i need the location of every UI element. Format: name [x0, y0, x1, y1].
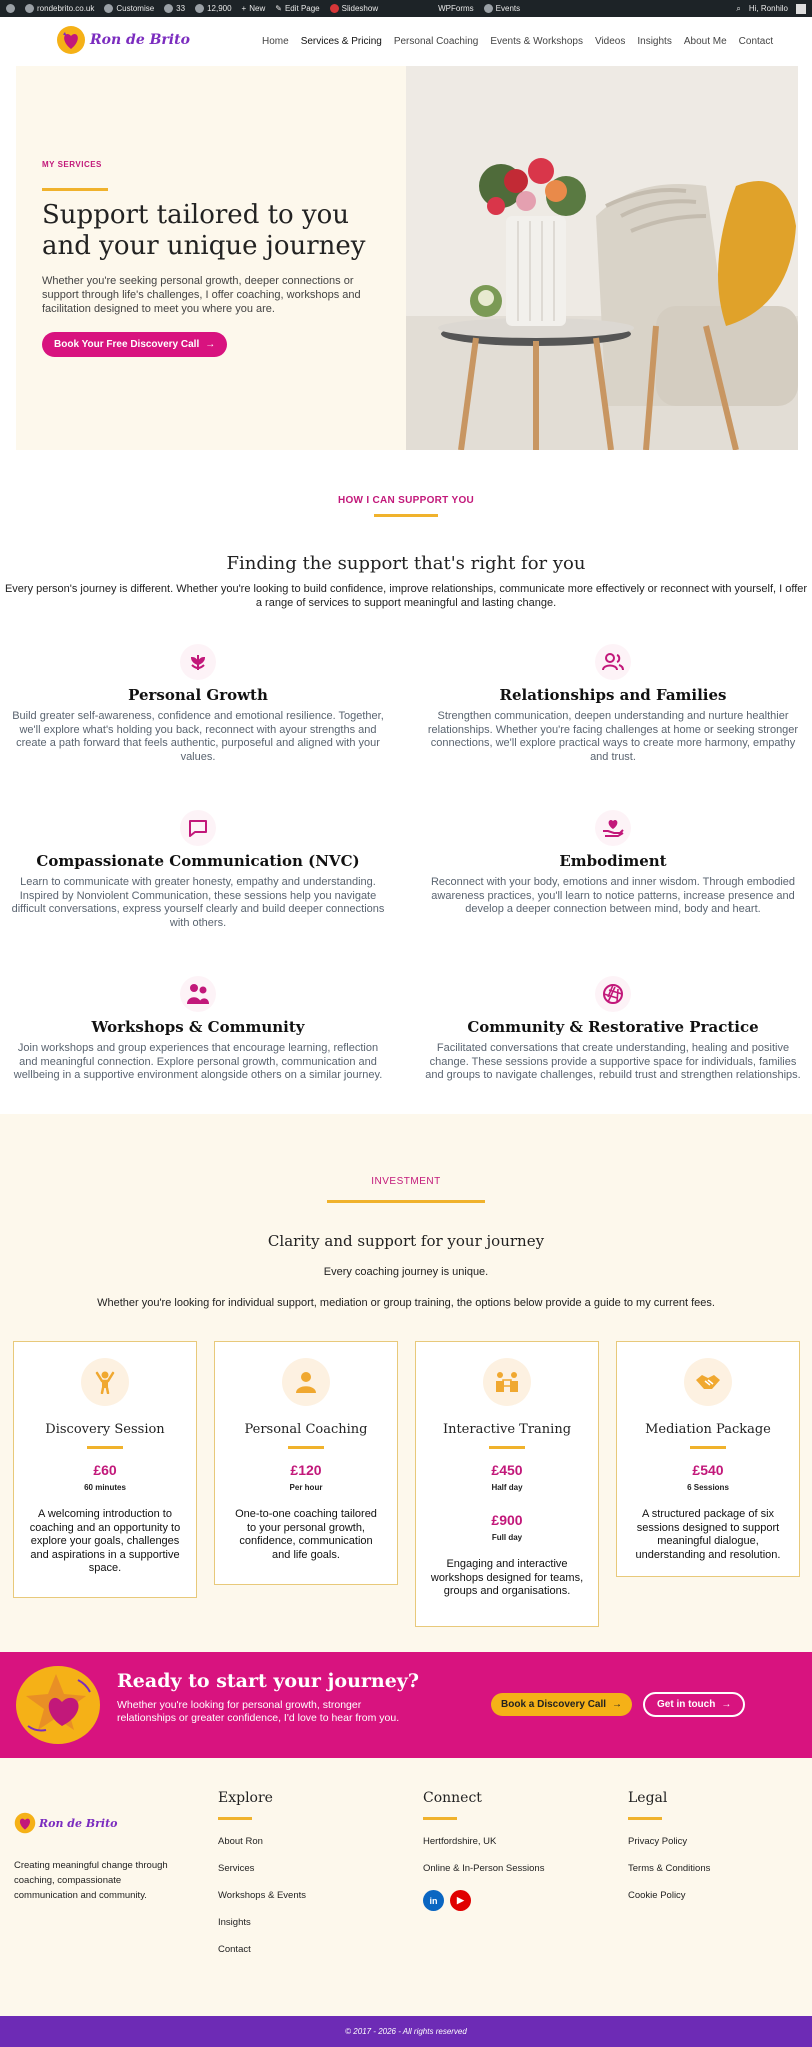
site-logo[interactable] — [56, 25, 190, 55]
pricing-card-discovery — [13, 1341, 197, 1598]
card-unit-full-day: Full day — [491, 1533, 523, 1542]
calendar-icon — [484, 4, 493, 13]
footer-heading: Explore — [218, 1790, 273, 1806]
card-title: Discovery Session — [45, 1422, 165, 1437]
nav-about-me[interactable]: About Me — [683, 36, 727, 47]
service-nvc — [8, 810, 388, 930]
footer-link-services[interactable]: Services — [218, 1863, 255, 1874]
nav-personal-coaching[interactable]: Personal Coaching — [393, 36, 479, 47]
card-price: £60 — [93, 1462, 117, 1478]
person-icon — [282, 1358, 330, 1406]
pencil-icon: ✎ — [275, 4, 282, 13]
wordpress-icon — [6, 4, 15, 13]
cta-title: Ready to start your journey? — [117, 1670, 419, 1692]
card-description: One-to-one coaching tailored to your personal growth, confidence, communication and life goals. — [235, 1508, 377, 1561]
admin-site-link[interactable]: rondebrito.co.uk — [25, 4, 94, 13]
nav-insights[interactable]: Insights — [637, 36, 672, 47]
hero-title: Support tailored to you and your unique journey — [42, 200, 366, 261]
avatar[interactable] — [796, 4, 806, 14]
brush-icon — [104, 4, 113, 13]
card-price: £540 — [692, 1462, 724, 1478]
card-divider — [87, 1446, 123, 1449]
service-relationships — [423, 644, 803, 764]
admin-new[interactable]: + New — [241, 4, 266, 13]
service-text: Join workshops and group experiences that encourage learning, reflection and meaningful connection. Explore personal growth, communication and wellbeing in a supportive environment alongside others on a similar journey. — [13, 1042, 383, 1082]
support-divider — [374, 514, 438, 517]
footer-legal — [628, 1790, 710, 1901]
youtube-icon[interactable]: ▶ — [450, 1890, 471, 1911]
footer-logo[interactable]: Ron de Brito — [14, 1812, 118, 1834]
person-raised-arms-icon — [81, 1358, 129, 1406]
hero-kicker: MY SERVICES — [42, 160, 102, 169]
card-title: Mediation Package — [645, 1422, 771, 1437]
main-nav — [262, 36, 785, 47]
footer-explore — [218, 1790, 306, 1955]
heart-star-logo-icon — [56, 25, 86, 55]
arrow-right-icon: → — [205, 339, 216, 350]
investment-subtitle: Every coaching journey is unique. — [323, 1266, 489, 1278]
pricing-card-training — [415, 1341, 599, 1627]
copyright-text: © 2017 - 2026 - All rights reserved — [345, 2027, 467, 2036]
service-title: Workshops & Community — [91, 1018, 305, 1036]
service-text: Strengthen communication, deepen understanding and nurture healthier relationships. Whether you're facing challenges at home or seeking stronger connections, we'll explore practical ways to create more harmony, empathy and trust. — [427, 710, 799, 763]
footer-link-privacy[interactable]: Privacy Policy — [628, 1836, 688, 1847]
linkedin-icon[interactable]: in — [423, 1890, 444, 1911]
nav-videos[interactable]: Videos — [594, 36, 626, 47]
admin-edit-page[interactable]: ✎ Edit Page — [275, 4, 320, 13]
card-description: A structured package of six sessions designed to support meaningful dialogue, understanding and resolution. — [635, 1508, 781, 1561]
cta-banner — [0, 1652, 812, 1758]
get-in-touch-button[interactable]: Get in touch → — [643, 1692, 745, 1717]
investment-divider — [327, 1200, 485, 1203]
service-restorative — [423, 976, 803, 1083]
service-embodiment — [423, 810, 803, 917]
heart-star-badge-icon — [16, 1666, 100, 1744]
service-text: Build greater self-awareness, confidence and emotional resilience. Together, we'll explore what's holding you back, reconnect with ayour strengths and create a path forward that feels authentic, purposeful and aligned with your values. — [12, 710, 384, 763]
footer-location: Hertfordshire, UK — [423, 1836, 497, 1847]
nav-home[interactable]: Home — [262, 36, 289, 47]
footer-link-workshops[interactable]: Workshops & Events — [218, 1890, 307, 1901]
interior-photo — [406, 66, 798, 450]
plus-icon: + — [241, 4, 247, 13]
site-footer — [0, 1758, 812, 2016]
arrow-right-icon: → — [721, 1699, 732, 1710]
record-icon — [330, 4, 339, 13]
footer-link-about[interactable]: About Ron — [218, 1836, 263, 1847]
updates-icon — [195, 4, 204, 13]
service-title: Personal Growth — [128, 686, 268, 704]
footer-divider — [218, 1817, 252, 1820]
investment-title: Clarity and support for your journey — [267, 1232, 545, 1250]
service-workshops — [8, 976, 388, 1083]
investment-kicker: INVESTMENT — [371, 1176, 441, 1187]
card-price: £120 — [290, 1462, 322, 1478]
social-links — [423, 1890, 544, 1911]
footer-link-cookies[interactable]: Cookie Policy — [628, 1890, 686, 1901]
comment-icon — [164, 4, 173, 13]
card-divider — [690, 1446, 726, 1449]
footer-divider — [423, 1817, 457, 1820]
heart-star-logo-icon — [14, 1812, 36, 1834]
admin-wpforms[interactable]: WPForms — [438, 4, 474, 13]
nav-events-workshops[interactable]: Events & Workshops — [490, 36, 583, 47]
service-personal-growth — [8, 644, 388, 764]
footer-connect — [423, 1790, 544, 1911]
hero-image — [406, 66, 798, 450]
support-kicker: HOW I CAN SUPPORT YOU — [337, 495, 475, 506]
nav-contact[interactable]: Contact — [738, 36, 774, 47]
card-price-half-day: £450 — [491, 1462, 523, 1478]
heart-hand-icon — [595, 810, 631, 846]
card-divider — [489, 1446, 525, 1449]
admin-wp-logo[interactable] — [6, 4, 15, 13]
card-title: Interactive Traning — [442, 1422, 572, 1437]
admin-user[interactable]: Hi, Ronhilo — [748, 4, 788, 13]
investment-description: Whether you're looking for individual support, mediation or group training, the options below provide a guide to my current fees. — [97, 1297, 715, 1309]
footer-heading: Connect — [423, 1790, 482, 1806]
card-description: A welcoming introduction to coaching and an opportunity to explore your goals, challenges and aspirations in a supportive space. — [29, 1508, 181, 1575]
book-discovery-call-button[interactable]: Book a Discovery Call → — [491, 1693, 632, 1716]
service-text: Reconnect with your body, emotions and inner wisdom. Through embodied awareness practices, you'll learn to notice patterns, increase presence and develop a deeper connection between mind, body and heart. — [430, 876, 796, 916]
pricing-card-mediation — [616, 1341, 800, 1577]
hero-divider — [42, 188, 108, 191]
service-title: Compassionate Communication (NVC) — [36, 852, 360, 870]
handshake-icon — [684, 1358, 732, 1406]
hero-section — [16, 66, 798, 450]
service-text: Learn to communicate with greater honesty, empathy and understanding. Inspired by Nonviolent Communication, these sessions help you navigate difficult conversations, express yourself clearly and build deeper connections with others. — [11, 876, 385, 929]
service-text: Facilitated conversations that create understanding, healing and positive change. These sessions provide a supportive space for individuals, families and groups to navigate challenges, rebuild trust and strengthen relationships. — [425, 1042, 801, 1082]
arrow-right-icon: → — [612, 1699, 623, 1710]
footer-link-insights[interactable]: Insights — [218, 1917, 251, 1928]
logo-text: Ron de Brito — [90, 32, 190, 48]
copyright-bar — [0, 2016, 812, 2047]
lotus-icon — [180, 644, 216, 680]
card-unit: Per hour — [289, 1483, 323, 1492]
admin-events[interactable]: Events — [484, 4, 520, 13]
people-icon — [595, 644, 631, 680]
card-unit: 6 Sessions — [687, 1483, 729, 1492]
footer-link-contact[interactable]: Contact — [218, 1944, 251, 1955]
admin-comments[interactable]: 33 — [164, 4, 185, 13]
card-divider — [288, 1446, 324, 1449]
admin-updates[interactable]: 12,900 — [195, 4, 231, 13]
hero-text: Whether you're seeking personal growth, deeper connections or support through life's challenges, I offer coaching, workshops and facilitation designed to meet you where you are. — [42, 275, 361, 315]
speech-bubble-icon — [180, 810, 216, 846]
admin-slideshow[interactable]: Slideshow — [330, 4, 378, 13]
circle-knot-icon — [595, 976, 631, 1012]
search-icon[interactable]: ⌕ — [736, 3, 741, 13]
home-icon — [25, 4, 34, 13]
footer-link-terms[interactable]: Terms & Conditions — [628, 1863, 711, 1874]
support-intro: Every person's journey is different. Whether you're looking to build confidence, improve relationships, communicate more effectively or reconnect with yourself, I offer a range of services to support meaningful and lasting change. — [4, 583, 808, 609]
pricing-card-personal-coaching — [214, 1341, 398, 1585]
card-unit-half-day: Half day — [491, 1483, 523, 1492]
card-price-full-day: £900 — [491, 1512, 523, 1528]
service-title: Embodiment — [559, 852, 667, 870]
site-header — [0, 17, 812, 67]
footer-about: Creating meaningful change through coaching, compassionate communication and community. — [14, 1860, 168, 1901]
cta-text: Whether you're looking for personal growth, stronger relationships or greater confidence, I'd love to hear from you. — [117, 1699, 400, 1724]
card-description: Engaging and interactive workshops designed for teams, groups and organisations. — [430, 1558, 584, 1598]
footer-divider — [628, 1817, 662, 1820]
service-title: Community & Restorative Practice — [467, 1018, 759, 1036]
service-title: Relationships and Families — [499, 686, 727, 704]
group-icon — [180, 976, 216, 1012]
card-title: Personal Coaching — [244, 1422, 368, 1437]
admin-bar — [0, 0, 812, 17]
support-title: Finding the support that's right for you — [226, 553, 586, 574]
footer-sessions: Online & In-Person Sessions — [423, 1863, 545, 1874]
nav-services-pricing[interactable]: Services & Pricing — [300, 36, 382, 47]
admin-customise[interactable]: Customise — [104, 4, 154, 13]
book-discovery-button[interactable]: Book Your Free Discovery Call → — [42, 332, 227, 357]
footer-heading: Legal — [628, 1790, 668, 1806]
card-unit: 60 minutes — [84, 1483, 126, 1492]
investment-section — [0, 1114, 812, 1654]
training-icon — [483, 1358, 531, 1406]
